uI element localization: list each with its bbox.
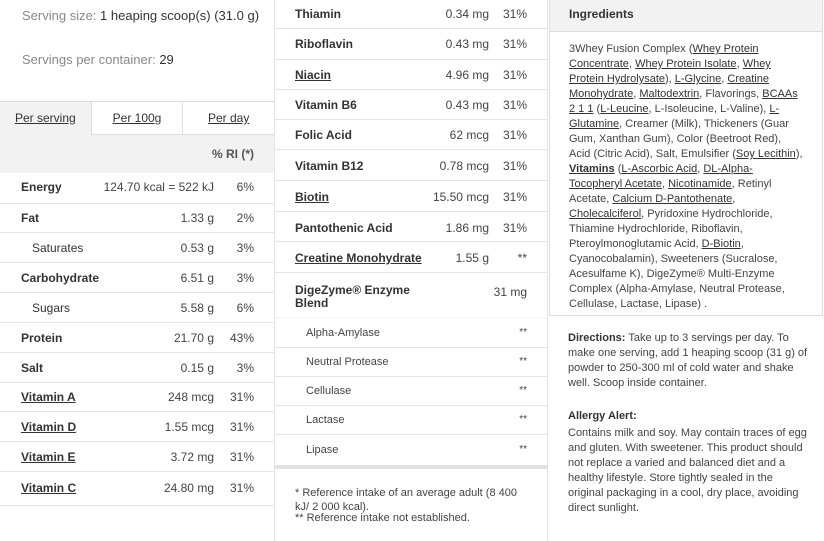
enzyme-row	[275, 406, 547, 435]
ingredient-link[interactable]: Whey Protein Isolate	[635, 58, 737, 70]
allergy-text: Contains milk and soy. May contain traces of egg and gluten. With sweetener. This product should not replace a varied and balanced diet and a healthy lifestyle. Store tightly sealed in the original packaging in a cool, dry place, avoiding direct sunlight.	[568, 427, 807, 514]
tab-per-serving[interactable]: Per serving	[0, 102, 91, 135]
ingredient-text: ,	[633, 88, 640, 100]
nutrient-name: Energy	[21, 180, 62, 194]
ingredient-link[interactable]: L-Glutamine	[569, 103, 780, 130]
enzyme-list	[275, 317, 547, 465]
ingredient-text: ),	[795, 148, 803, 160]
nutrient-ri: 31%	[502, 159, 527, 173]
nutrient-row-vitamin-c	[0, 472, 274, 506]
servings-per-container	[22, 51, 174, 68]
nutrient-ri: 31%	[502, 7, 527, 21]
nutrient-value: 0.43 mg	[445, 37, 489, 51]
nutrient-name: Riboflavin	[295, 37, 354, 51]
nutrient-value: 5.58 g	[180, 301, 214, 315]
nutrient-ri: 31%	[229, 420, 254, 434]
directions-label: Directions:	[568, 332, 626, 344]
ingredient-link[interactable]: Soy Lecithin	[735, 148, 796, 160]
nutrient-row-riboflavin	[275, 29, 547, 60]
ingredient-link[interactable]: Maltodextrin	[639, 88, 700, 100]
allergy-title: Allergy Alert:	[568, 410, 637, 422]
enzyme-ri: **	[519, 414, 527, 425]
enzyme-name: Lactase	[306, 414, 345, 426]
nutrient-value: 124.70 kcal = 522 kJ	[103, 180, 214, 194]
ingredient-link[interactable]: D-Biotin	[701, 238, 741, 250]
nutrient-ri: 3%	[236, 241, 254, 255]
enzyme-row	[275, 435, 547, 465]
nutrient-row-vitamin-d	[0, 412, 274, 442]
enzyme-name: Neutral Protease	[306, 356, 389, 368]
nutrient-row-sugars	[0, 293, 274, 323]
ingredient-link-bold[interactable]: Vitamins	[569, 163, 615, 175]
nutrient-value: 1.55 mcg	[164, 420, 214, 434]
nutrient-value: 1.86 mg	[445, 221, 489, 235]
serving-size-value: 1 heaping scoop(s) (31.0 g)	[100, 8, 260, 23]
nutrient-ri: 31%	[229, 390, 254, 404]
enzyme-name: Cellulase	[306, 385, 352, 397]
nutrient-value: 6.51 g	[180, 271, 214, 285]
ingredient-text: ,	[661, 178, 669, 190]
ingredient-link[interactable]: L-Glycine	[674, 73, 722, 85]
ingredient-text: ,	[628, 58, 636, 70]
nutrient-name: Fat	[21, 211, 39, 225]
nutrient-row-energy	[0, 173, 274, 204]
nutrient-name: Vitamin B12	[295, 159, 364, 173]
enzyme-name: Lipase	[306, 444, 339, 456]
ingredient-text: , Creamer (Milk), Thickeners (Guar Gum, Xanthan Gum), Color (Beetroot Red), Acid (Citric Acid), Salt, Emulsifier (	[569, 118, 789, 160]
nutrient-value: 0.53 g	[180, 241, 214, 255]
digezyme-value: 31 mg	[493, 285, 527, 299]
nutrient-name: Vitamin B6	[295, 98, 357, 112]
enzyme-row	[275, 319, 547, 348]
ingredient-link[interactable]: Nicotinamide	[668, 178, 732, 190]
nutrition-column-left	[0, 0, 274, 506]
ri-header	[0, 135, 274, 173]
nutrient-value: 1.33 g	[180, 211, 214, 225]
nutrient-value: 21.70 g	[173, 331, 214, 345]
ri-header-label: % RI (*)	[212, 147, 254, 161]
nutrient-name: Carbohydrate	[21, 271, 100, 285]
ingredient-text: ,	[697, 163, 704, 175]
nutrient-row-thiamin	[275, 0, 547, 29]
nutrient-ri: 43%	[229, 331, 254, 345]
nutrient-ri: **	[517, 251, 527, 265]
nutrient-row-protein	[0, 323, 274, 353]
enzyme-ri: **	[519, 356, 527, 367]
nutrient-ri: 3%	[236, 271, 254, 285]
ingredient-text: ),	[665, 73, 675, 85]
nutrient-name: Salt	[21, 361, 44, 375]
nutrition-column-middle	[274, 0, 548, 541]
nutrient-row-saturates	[0, 233, 274, 263]
ingredient-text: , Flavorings,	[699, 88, 763, 100]
nutrient-row-vitamin-a	[0, 383, 274, 412]
nutrient-value: 0.34 mg	[445, 7, 489, 21]
nutrient-ri: 6%	[236, 180, 254, 194]
tab-per-day[interactable]: Per day	[182, 102, 274, 135]
enzyme-row	[275, 377, 547, 406]
nutrient-link[interactable]: Vitamin E	[21, 450, 76, 464]
nutrient-ri: 31%	[229, 481, 254, 495]
nutrient-value: 15.50 mcg	[432, 190, 489, 204]
enzyme-ri: **	[519, 385, 527, 396]
tab-per-100g[interactable]: Per 100g	[91, 102, 183, 135]
nutrient-value: 62 mcg	[449, 128, 489, 142]
ingredient-text: 3Whey Fusion Complex (	[569, 43, 693, 55]
nutrient-row-folic-acid	[275, 120, 547, 150]
nutrient-link[interactable]: Creatine Monohydrate	[295, 251, 422, 265]
nutrient-name: Saturates	[32, 241, 84, 255]
nutrient-name: Pantothenic Acid	[295, 221, 393, 235]
ingredient-link[interactable]: DL-Alpha-Tocopheryl Acetate	[569, 163, 753, 190]
divider	[275, 465, 547, 469]
servings-per-container-label: Servings per container:	[22, 52, 156, 67]
ingredients-panel	[549, 0, 823, 316]
digezyme-name: DigeZyme® Enzyme Blend	[295, 283, 410, 310]
ingredient-text: ,	[721, 73, 728, 85]
enzyme-row	[275, 348, 547, 377]
ingredient-link[interactable]: BCAAs 2 1 1	[569, 88, 798, 115]
nutrient-name: Thiamin	[295, 7, 342, 21]
nutrient-value: 0.43 mg	[445, 98, 489, 112]
nutrient-row-creatine	[275, 242, 547, 273]
nutrient-value: 248 mcg	[167, 390, 214, 404]
ingredient-link[interactable]: Creatine Monohydrate	[569, 73, 769, 100]
nutrient-row-vitamin-b6	[275, 90, 547, 120]
ingredient-link[interactable]: Cholecalciferol	[569, 208, 642, 220]
nutrient-name: Folic Acid	[295, 128, 352, 142]
nutrient-link[interactable]: Vitamin A	[21, 390, 76, 404]
ingredient-text: , Retinyl Acetate,	[569, 178, 772, 205]
nutrient-row-pantothenic-acid	[275, 212, 547, 242]
nutrient-ri: 31%	[502, 37, 527, 51]
directions-text: Take up to 3 servings per day. To make one serving, add 1 heaping scoop (31 g) of powder to 250-300 ml of cold water and shake well. Scoop inside container.	[568, 332, 808, 389]
nutrient-row-salt	[0, 353, 274, 383]
nutrient-ri: 31%	[502, 128, 527, 142]
nutrient-ri: 3%	[236, 361, 254, 375]
enzyme-name: Alpha-Amylase	[306, 327, 380, 339]
ingredient-text: (	[614, 163, 622, 175]
ingredients-text	[550, 32, 822, 312]
nutrient-value: 24.80 mg	[163, 481, 214, 495]
nutrient-ri: 6%	[236, 301, 254, 315]
nutrient-name: Protein	[21, 331, 63, 345]
nutrient-value: 1.55 g	[455, 251, 489, 265]
ingredient-text: , L-Isoleucine, L-Valine),	[648, 103, 770, 115]
nutrient-link[interactable]: Biotin	[295, 190, 329, 204]
nutrient-link[interactable]: Niacin	[295, 68, 332, 82]
nutrient-name: Sugars	[32, 301, 71, 315]
nutrient-ri: 31%	[502, 190, 527, 204]
nutrient-row-biotin	[275, 181, 547, 212]
nutrient-value: 0.78 mcg	[439, 159, 489, 173]
nutrient-value: 4.96 mg	[445, 68, 489, 82]
nutrient-ri: 31%	[502, 221, 527, 235]
nutrient-value: 3.72 mg	[170, 450, 214, 464]
directions	[568, 331, 808, 391]
nutrient-value: 0.15 g	[180, 361, 214, 375]
nutrient-link[interactable]: Vitamin C	[21, 481, 77, 495]
nutrient-ri: 2%	[236, 211, 254, 225]
ingredient-link[interactable]: L-Leucine	[600, 103, 649, 115]
nutrient-link[interactable]: Vitamin D	[21, 420, 77, 434]
ingredient-text: , Cyanocobalamin), Sweeteners (Sucralose, Acesulfame K), DigeZyme® Multi-Enzyme Complex (Alpha-Amylase, Neutral Protease, Cellulase, Lactase, Lipase) .	[569, 238, 785, 310]
enzyme-ri: **	[519, 444, 527, 455]
ingredient-text: (	[593, 103, 601, 115]
ingredient-text: ,	[736, 58, 743, 70]
nutrient-ri: 31%	[229, 450, 254, 464]
nutrient-row-fat	[0, 204, 274, 233]
ingredient-text: ,	[732, 193, 736, 205]
reference-note: * Reference intake of an average adult (8 400 kJ/ 2 000 kcal).	[295, 487, 517, 513]
reference-note-2: ** Reference intake not established.	[295, 512, 470, 524]
enzyme-ri: **	[519, 327, 527, 338]
serving-size-label: Serving size:	[22, 8, 97, 23]
ingredient-link[interactable]: Calcium D-Pantothenate	[612, 193, 733, 205]
ingredient-link[interactable]: L-Ascorbic Acid	[621, 163, 698, 175]
serving-tabs	[0, 101, 274, 135]
nutrient-ri: 31%	[502, 98, 527, 112]
nutrient-row-vitamin-e	[0, 442, 274, 472]
nutrient-ri: 31%	[502, 68, 527, 82]
serving-size	[22, 7, 262, 24]
nutrient-row-carbohydrate	[0, 263, 274, 293]
ingredient-text: , Pyridoxine Hydrochloride, Thiamine Hydrochloride, Riboflavin, Pteroylmonoglutamic Acid,	[569, 208, 773, 250]
nutrient-row-vitamin-b12	[275, 150, 547, 181]
ingredient-link[interactable]: Whey Protein Concentrate	[569, 43, 759, 70]
ingredients-title: Ingredients	[550, 0, 822, 32]
servings-per-container-value: 29	[159, 52, 174, 67]
ingredient-link[interactable]: Whey Protein Hydrolysate	[569, 58, 771, 85]
nutrient-row-niacin	[275, 60, 547, 90]
